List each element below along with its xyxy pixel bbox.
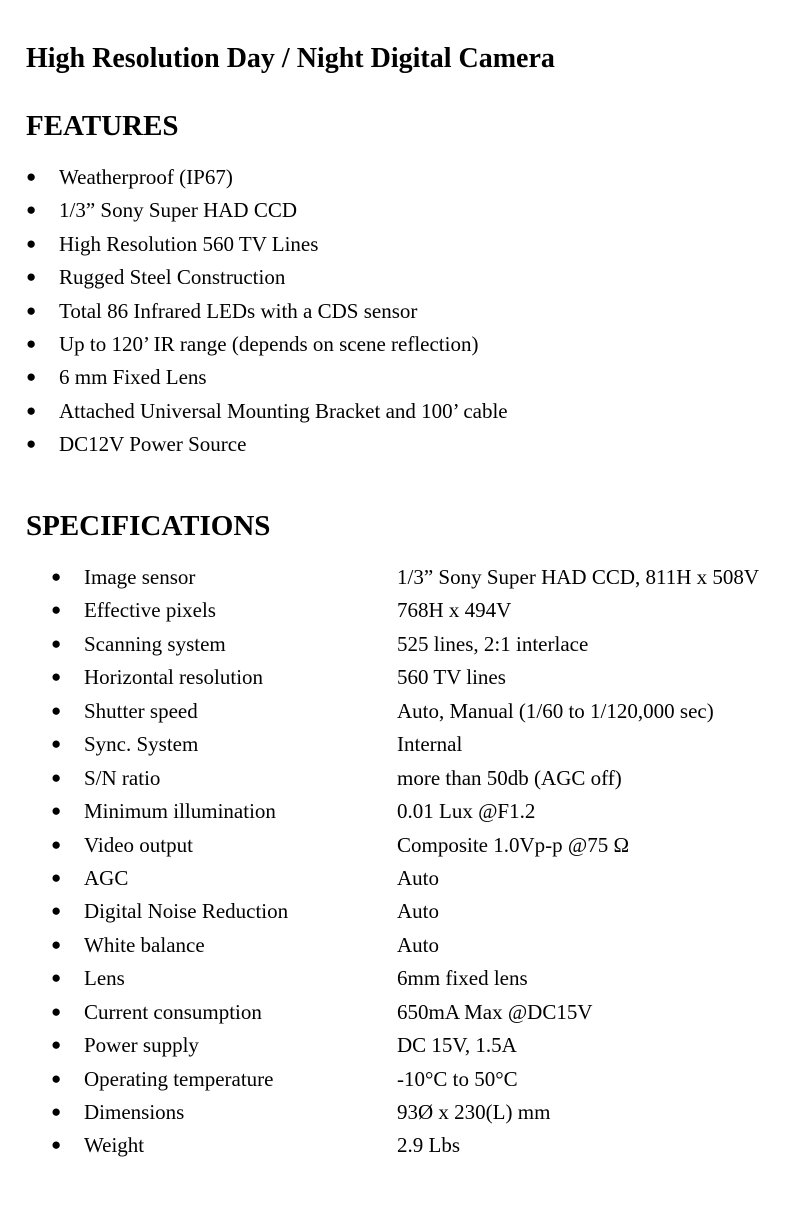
- spec-value: 525 lines, 2:1 interlace: [397, 631, 589, 656]
- bullet-icon: ●: [51, 1035, 62, 1055]
- spec-value: 768H x 494V: [397, 598, 512, 623]
- bullet-icon: ●: [51, 1102, 62, 1121]
- bullet-icon: ●: [51, 801, 62, 821]
- feature-text: High Resolution 560 TV Lines: [59, 231, 319, 256]
- specifications-heading: SPECIFICATIONS: [26, 510, 271, 542]
- feature-text: Up to 120’ IR range (depends on scene reflection): [59, 331, 479, 356]
- bullet-icon: ●: [51, 867, 62, 887]
- bullet-icon: ●: [51, 600, 62, 620]
- spec-label: White balance: [84, 932, 205, 957]
- spec-label: Video output: [84, 832, 193, 857]
- bullet-icon: ●: [51, 633, 62, 653]
- spec-label: Dimensions: [84, 1100, 185, 1124]
- spec-label: Weight: [84, 1133, 145, 1158]
- bullet-icon: ●: [26, 300, 37, 320]
- feature-text: Rugged Steel Construction: [59, 265, 286, 290]
- spec-label: AGC: [84, 865, 129, 890]
- bullet-icon: ●: [51, 1068, 62, 1088]
- spec-label: Minimum illumination: [84, 799, 276, 824]
- spec-label: Horizontal resolution: [84, 665, 264, 690]
- spec-value: Auto, Manual (1/60 to 1/120,000 sec): [397, 698, 714, 723]
- bullet-icon: ●: [51, 934, 62, 954]
- bullet-icon: ●: [51, 700, 62, 720]
- bullet-icon: ●: [26, 367, 37, 387]
- spec-label: Digital Noise Reduction: [84, 899, 289, 924]
- feature-text: DC12V Power Source: [59, 432, 247, 457]
- spec-label: Power supply: [84, 1033, 199, 1058]
- bullet-icon: ●: [51, 567, 62, 586]
- bullet-icon: ●: [26, 200, 37, 220]
- spec-label: Current consumption: [84, 999, 262, 1024]
- bullet-icon: ●: [51, 834, 62, 854]
- bullet-icon: ●: [26, 400, 37, 420]
- features-heading: FEATURES: [26, 110, 179, 142]
- spec-label: Lens: [84, 966, 125, 991]
- spec-label: Shutter speed: [84, 698, 198, 723]
- feature-text: Total 86 Infrared LEDs with a CDS sensor: [59, 298, 418, 323]
- spec-value: more than 50db (AGC off): [397, 765, 622, 790]
- bullet-icon: ●: [26, 167, 37, 186]
- spec-value: 2.9 Lbs: [397, 1133, 460, 1158]
- spec-value: 650mA Max @DC15V: [397, 999, 593, 1024]
- spec-value: Composite 1.0Vp-p @75 Ω: [397, 832, 630, 857]
- spec-value: 6mm fixed lens: [397, 966, 528, 991]
- bullet-icon: ●: [51, 767, 62, 787]
- spec-value: DC 15V, 1.5A: [397, 1033, 517, 1058]
- feature-text: 6 mm Fixed Lens: [59, 365, 207, 390]
- bullet-icon: ●: [51, 734, 62, 754]
- spec-label: S/N ratio: [84, 765, 161, 790]
- spec-value: Internal: [397, 732, 463, 757]
- bullet-icon: ●: [26, 333, 37, 353]
- spec-label: Sync. System: [84, 732, 199, 757]
- spec-value: 0.01 Lux @F1.2: [397, 799, 536, 824]
- spec-label: Scanning system: [84, 631, 226, 656]
- feature-text: Weatherproof (IP67): [59, 165, 233, 189]
- bullet-icon: ●: [26, 267, 37, 287]
- spec-label: Effective pixels: [84, 598, 216, 623]
- bullet-icon: ●: [26, 233, 37, 253]
- bullet-icon: ●: [51, 667, 62, 687]
- bullet-icon: ●: [51, 1001, 62, 1021]
- bullet-icon: ●: [51, 1135, 62, 1155]
- spec-value: Auto: [397, 932, 439, 957]
- spec-value: 93Ø x 230(L) mm: [397, 1100, 551, 1124]
- bullet-icon: ●: [51, 901, 62, 921]
- spec-value: Auto: [397, 899, 439, 924]
- spec-value: 560 TV lines: [397, 665, 506, 690]
- feature-text: Attached Universal Mounting Bracket and 100’ cable: [59, 398, 508, 423]
- spec-label: Image sensor: [84, 565, 196, 589]
- feature-text: 1/3” Sony Super HAD CCD: [59, 198, 298, 223]
- spec-value: -10°C to 50°C: [397, 1066, 518, 1091]
- bullet-icon: ●: [26, 434, 37, 454]
- spec-value: 1/3” Sony Super HAD CCD, 811H x 508V: [397, 565, 760, 589]
- spec-value: Auto: [397, 865, 439, 890]
- bullet-icon: ●: [51, 968, 62, 988]
- spec-label: Operating temperature: [84, 1066, 274, 1091]
- document-title: High Resolution Day / Night Digital Camera: [26, 43, 555, 74]
